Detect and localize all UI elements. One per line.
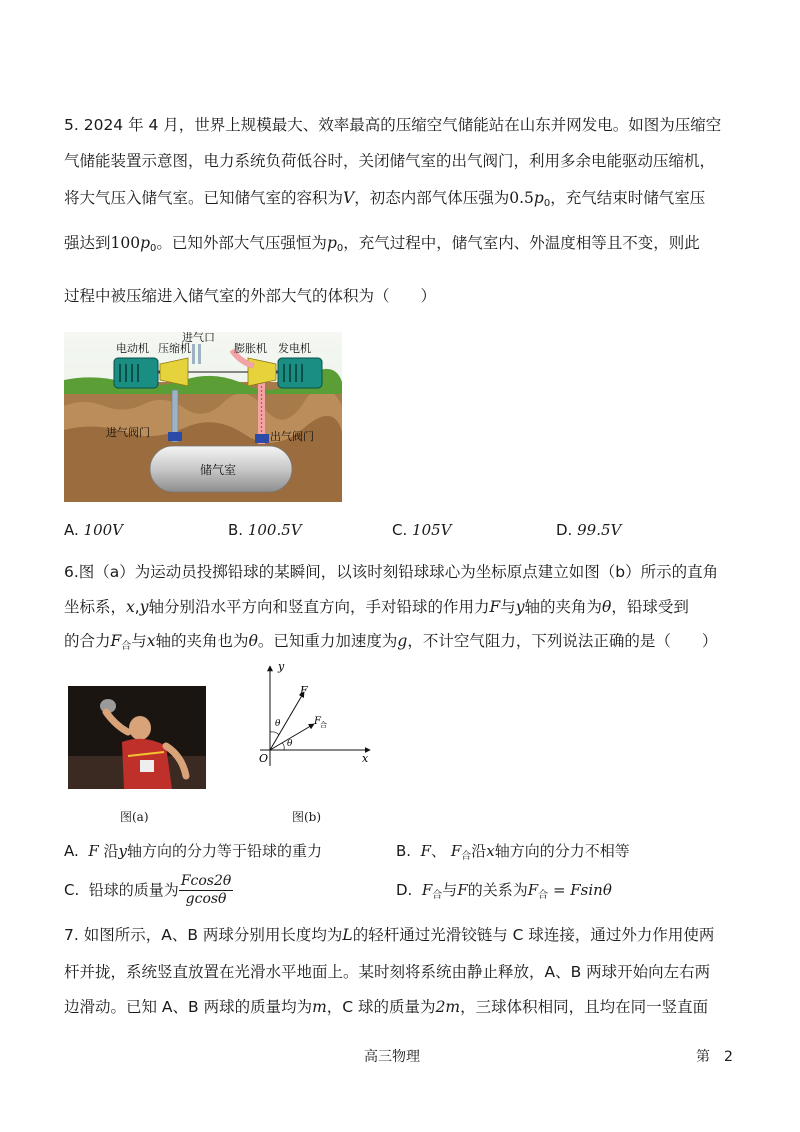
q5-line-3: 将大气压入储气室。已知储气室的容积为V，初态内部气体压强为$0.5p_0$，充气结束时储气室压: [64, 189, 706, 209]
q5-option-b[interactable]: B. 100.5V: [228, 521, 302, 539]
q6-option-c[interactable]: C. 铅球的质量为 $\frac{Fcos2\theta}{gcos\theta}$: [64, 873, 232, 907]
q5-option-a[interactable]: A. 100V: [64, 521, 124, 539]
footer-page-number: 第 2: [696, 1049, 733, 1065]
q5-line-5: 过程中被压缩进入储气室的外部大气的体积为（ ）: [64, 287, 437, 305]
force-net-label: F: [314, 716, 321, 727]
q6-option-a[interactable]: A. F 沿y轴方向的分力等于铅球的重力: [64, 842, 323, 860]
label-compressor: 压缩机: [158, 342, 191, 355]
label-inlet: 进气口: [182, 332, 215, 344]
q7-line-2: 杆并拢，系统竖直放置在光滑水平地面上。某时刻将系统由静止释放，A、B 两球开始向左右两: [64, 963, 711, 981]
mass-fraction: $\frac{Fcos2\theta}{gcos\theta}$: [180, 873, 232, 907]
label-chamber: 储气室: [200, 463, 237, 477]
q5-line-4: 强达到$100p_0$。已知外部大气压强恒为$p_0$，充气过程中，储气室内、外温度相等且不变，则此: [64, 234, 700, 254]
angle-theta-1: θ: [275, 719, 281, 729]
q6-option-b[interactable]: B. F、 $F_合$沿x轴方向的分力不相等: [396, 842, 630, 862]
angle-theta-2: θ: [287, 739, 293, 749]
label-expander: 膨胀机: [234, 342, 267, 355]
origin-label: O: [259, 752, 269, 765]
q5-option-d[interactable]: D. 99.5V: [556, 521, 622, 539]
shot-put-athlete-photo: [68, 686, 206, 789]
label-generator: 发电机: [278, 342, 311, 355]
q5-line-1: 5. 2024 年 4 月，世界上规模最大、效率最高的压缩空气储能站在山东并网发电。如图为压缩空: [64, 116, 722, 134]
compressed-air-storage-diagram: [64, 332, 342, 502]
q7-line-3: 边滑动。已知 A、B 两球的质量均为m，C 球的质量为2m，三球体积相同，且均在同一竖直面: [64, 998, 709, 1016]
footer-subject: 高三物理: [364, 1049, 420, 1065]
q5-line-2: 气储能装置示意图，电力系统负荷低谷时，关闭储气室的出气阀门，利用多余电能驱动压缩机，: [64, 152, 716, 170]
force-net-subscript: 合: [320, 721, 327, 729]
q6-line-1: 6.图（a）为运动员投掷铅球的某瞬间，以该时刻铅球球心为坐标原点建立如图（b）所示的直角: [64, 563, 719, 581]
q7-line-1: 7. 如图所示，A、B 两球分别用长度均为L的轻杆通过光滑铰链与 C 球连接，通过外力作用使两: [64, 926, 715, 944]
axis-x-label: x: [362, 752, 369, 765]
q5-option-c[interactable]: C. 105V: [392, 521, 452, 539]
q6-line-2: 坐标系，x,y轴分别沿水平方向和竖直方向，手对铅球的作用力F与y轴的夹角为θ，铅球受到: [64, 598, 689, 616]
label-motor: 电动机: [116, 342, 149, 355]
label-out-valve: 出气阀门: [270, 430, 314, 443]
caption-figure-b: 图(b): [292, 810, 322, 824]
force-f-label: F: [300, 684, 308, 697]
q6-option-d[interactable]: D. $F_合$与F的关系为$F_合 = Fsin\theta$: [396, 881, 612, 901]
axis-y-label: y: [278, 660, 285, 673]
label-in-valve: 进气阀门: [106, 426, 150, 439]
q6-line-3: 的合力$F_合$与x轴的夹角也为θ。已知重力加速度为g，不计空气阻力，下列说法正确的是（ ）: [64, 632, 718, 652]
force-coordinate-diagram: [258, 660, 378, 772]
caption-figure-a: 图(a): [120, 810, 149, 824]
